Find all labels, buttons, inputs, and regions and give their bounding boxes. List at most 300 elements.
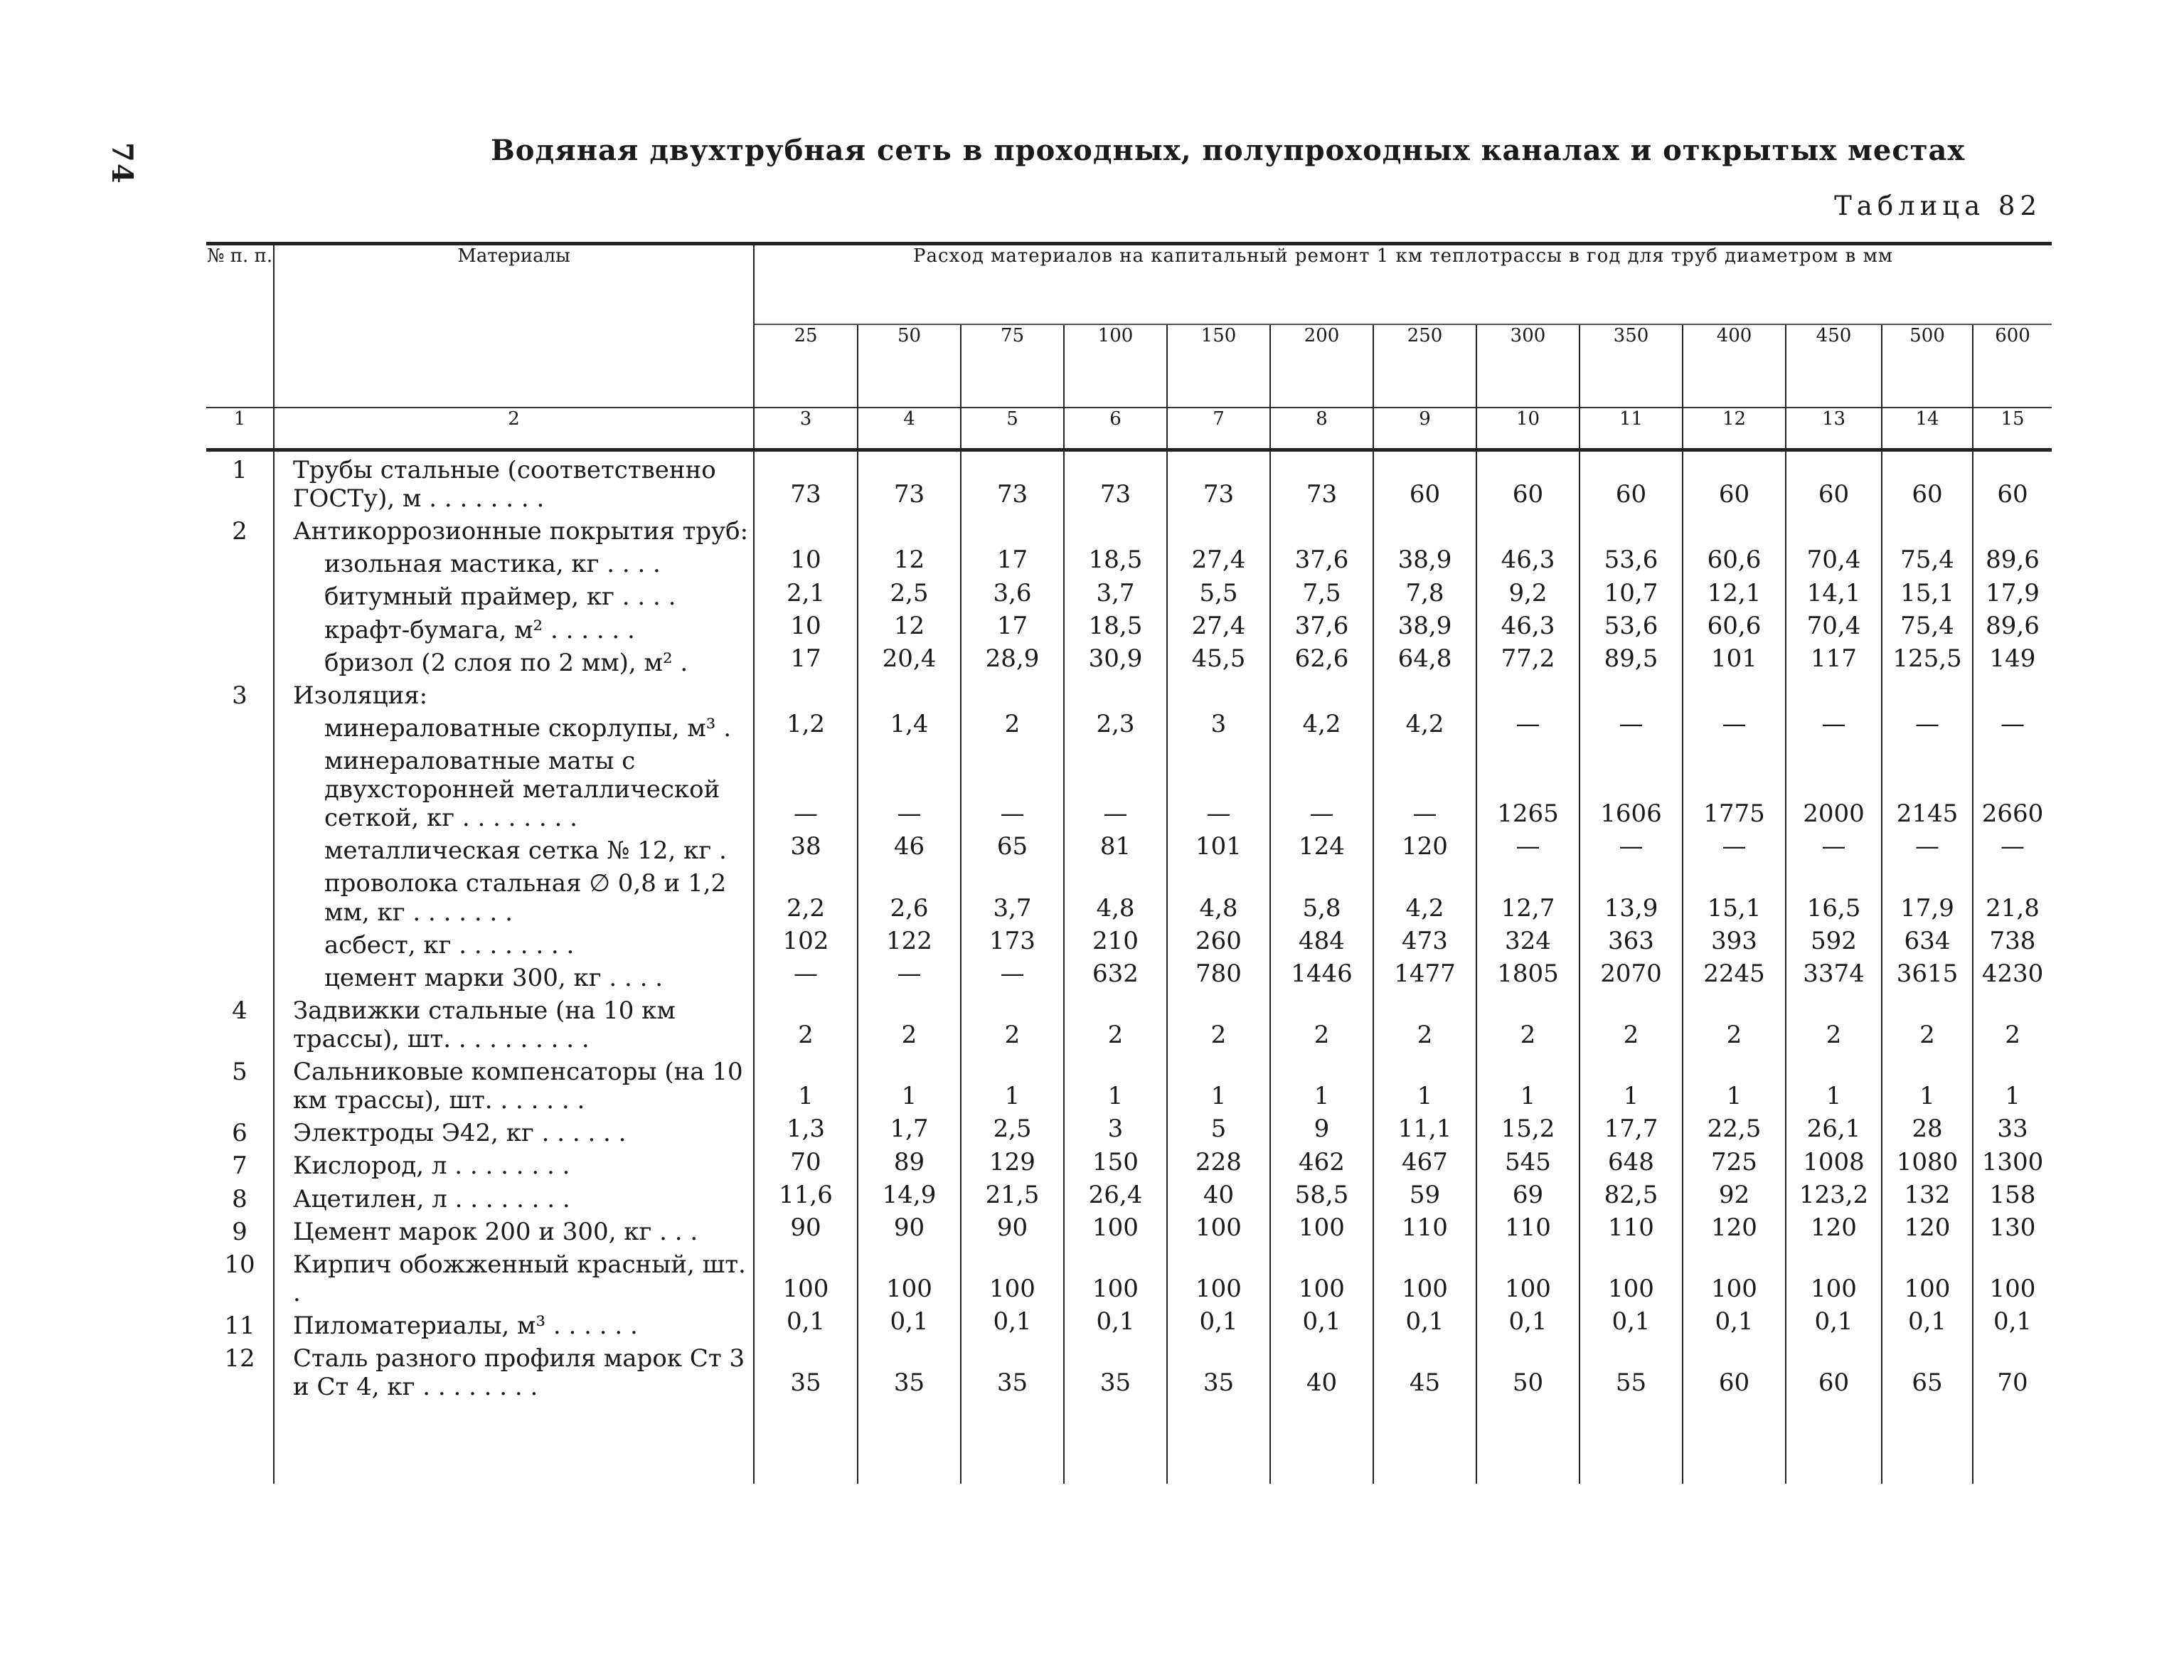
material-name: Антикоррозионные покрытия труб: [274,513,754,546]
value-cell: 648 [1580,1147,1683,1180]
table-row [206,1181,2052,1213]
value-cell: 632 [1064,959,1167,992]
value-cell: 110 [1476,1213,1580,1246]
value-cell: 120 [1683,1213,1786,1246]
value-cell: — [1373,743,1476,832]
value-cell: 17,9 [1882,865,1973,926]
diameter-header: 25 [754,324,858,408]
value-cell: 73 [1064,450,1167,514]
diameter-header: 500 [1882,324,1973,408]
value-cell: 2,5 [961,1115,1064,1147]
spacer-cell [1064,1401,1167,1484]
value-cell: 60,6 [1683,612,1786,644]
material-name: асбест, кг . . . . . . . . [274,927,754,959]
row-number [206,832,274,865]
value-cell: 1446 [1270,959,1373,992]
row-number: 1 [232,456,247,484]
row-number [206,710,274,743]
value-cell: 1 [754,1053,858,1115]
value-cell [858,677,961,710]
value-cell: 260 [1167,927,1270,959]
value-cell: 1 [1476,1053,1580,1115]
value-cell: 38,9 [1373,546,1476,578]
value-cell: 89,5 [1580,644,1683,677]
value-cell: 124 [1270,832,1373,865]
value-cell: 1 [1580,1053,1683,1115]
value-cell: 38 [754,832,858,865]
value-cell: 120 [1882,1213,1973,1246]
row-number [206,644,274,677]
value-cell: 149 [1973,644,2052,677]
page-number: 74 [105,142,139,185]
value-cell: 110 [1373,1213,1476,1246]
value-cell: 393 [1683,927,1786,959]
value-cell: 3374 [1786,959,1882,992]
value-cell: 65 [1882,1340,1973,1401]
row-number [206,959,274,992]
value-cell: 0,1 [754,1307,858,1340]
spacer-cell [1683,1401,1786,1484]
value-cell: 0,1 [1683,1307,1786,1340]
value-cell: 120 [1786,1213,1882,1246]
value-cell: 110 [1580,1213,1683,1246]
value-cell: 45,5 [1167,644,1270,677]
value-cell: 545 [1476,1147,1580,1180]
column-number: 7 [1167,408,1270,450]
value-cell: 12,1 [1683,578,1786,611]
value-cell: 2 [1373,992,1476,1053]
value-cell: 462 [1270,1147,1373,1180]
value-cell: 1 [1167,1053,1270,1115]
value-cell: 100 [1373,1246,1476,1307]
value-cell: 173 [961,927,1064,959]
value-cell: 3 [1064,1115,1167,1147]
value-cell: 5 [1167,1115,1270,1147]
value-cell: 27,4 [1167,546,1270,578]
value-cell: 2,3 [1064,710,1167,743]
value-cell [1270,513,1373,546]
diameter-header: 350 [1580,324,1683,408]
value-cell: — [1476,832,1580,865]
value-cell: 1,7 [858,1115,961,1147]
value-cell: 12,7 [1476,865,1580,926]
value-cell: 2 [961,710,1064,743]
value-cell: 0,1 [1882,1307,1973,1340]
column-number: 11 [1580,408,1683,450]
column-number: 12 [1683,408,1786,450]
value-cell: 9,2 [1476,578,1580,611]
value-cell: 122 [858,927,961,959]
value-cell [1973,513,2052,546]
value-cell: 45 [1373,1340,1476,1401]
spacer-cell [961,1401,1064,1484]
value-cell: 738 [1973,927,2052,959]
materials-table [206,242,2052,1484]
value-cell: 0,1 [1786,1307,1882,1340]
value-cell: 2 [1270,992,1373,1053]
value-cell: 780 [1167,959,1270,992]
value-cell: 18,5 [1064,546,1167,578]
value-cell: 40 [1167,1181,1270,1213]
value-cell [1786,677,1882,710]
value-cell: 27,4 [1167,612,1270,644]
value-cell: 89,6 [1973,546,2052,578]
value-cell: 473 [1373,927,1476,959]
value-cell: 130 [1973,1213,2052,1246]
value-cell: 100 [858,1246,961,1307]
column-number: 8 [1270,408,1373,450]
value-cell: 129 [961,1147,1064,1180]
value-cell: — [961,959,1064,992]
value-cell: 60 [1786,1340,1882,1401]
value-cell: 26,4 [1064,1181,1167,1213]
table-row [206,677,2052,710]
value-cell: 90 [754,1213,858,1246]
value-cell: — [1683,832,1786,865]
value-cell: 89,6 [1973,612,2052,644]
value-cell: 73 [1270,450,1373,514]
material-name: минераловатные скорлупы, м³ . [274,710,754,743]
value-cell: 17 [961,546,1064,578]
value-cell: 12 [858,546,961,578]
value-cell: 0,1 [1476,1307,1580,1340]
value-cell: 90 [858,1213,961,1246]
num-header: № п. п. [206,244,274,408]
value-cell: 69 [1476,1181,1580,1213]
value-cell: 210 [1064,927,1167,959]
value-cell [1683,513,1786,546]
column-number: 5 [961,408,1064,450]
value-cell: 60,6 [1683,546,1786,578]
value-cell: 2245 [1683,959,1786,992]
value-cell [1064,677,1167,710]
value-cell: 58,5 [1270,1181,1373,1213]
value-cell: 89 [858,1147,961,1180]
table-row [206,513,2052,546]
value-cell: 16,5 [1786,865,1882,926]
value-cell [1476,677,1580,710]
value-cell: 70 [754,1147,858,1180]
row-number: 11 [224,1311,255,1340]
column-number: 2 [274,408,754,450]
value-cell: 75,4 [1882,546,1973,578]
row-number: 5 [232,1058,247,1087]
value-cell: 592 [1786,927,1882,959]
row-number [206,546,274,578]
material-name: металлическая сетка № 12, кг . [274,832,754,865]
value-cell [961,513,1064,546]
value-cell: 1300 [1973,1147,2052,1180]
value-cell: 123,2 [1786,1181,1882,1213]
value-cell: — [961,743,1064,832]
spacer-cell [1270,1401,1373,1484]
value-cell: 60 [1373,450,1476,514]
value-cell: 324 [1476,927,1580,959]
spacer-cell [274,1401,754,1484]
value-cell: — [1786,832,1882,865]
value-cell: 12 [858,612,961,644]
value-cell: 363 [1580,927,1683,959]
value-cell: 1 [1882,1053,1973,1115]
column-number: 13 [1786,408,1882,450]
value-cell: 2 [1476,992,1580,1053]
value-cell: 82,5 [1580,1181,1683,1213]
value-cell: — [1064,743,1167,832]
value-cell: — [754,743,858,832]
value-cell: 0,1 [1270,1307,1373,1340]
value-cell: 1 [1064,1053,1167,1115]
row-number [206,743,274,832]
table-spacer [206,1401,2052,1484]
diameter-header: 250 [1373,324,1476,408]
row-number: 8 [232,1184,247,1213]
value-cell: 11,6 [754,1181,858,1213]
table-row [206,546,2052,578]
value-cell [1786,513,1882,546]
table-row [206,865,2052,926]
table-row [206,1340,2052,1401]
value-cell: 101 [1167,832,1270,865]
material-name: Изоляция: [274,677,754,710]
value-cell: 60 [1882,450,1973,514]
column-number: 14 [1882,408,1973,450]
value-cell: 100 [1167,1246,1270,1307]
value-cell: 5,8 [1270,865,1373,926]
material-name: цемент марки 300, кг . . . . [274,959,754,992]
table-row [206,959,2052,992]
value-cell: 3 [1167,710,1270,743]
value-cell: — [1882,832,1973,865]
diameter-header: 50 [858,324,961,408]
value-cell: 17 [961,612,1064,644]
value-cell: 2,2 [754,865,858,926]
value-cell [1373,677,1476,710]
value-cell: — [1476,710,1580,743]
value-cell: 1 [858,1053,961,1115]
value-cell: 1008 [1786,1147,1882,1180]
table-row [206,1053,2052,1115]
value-cell: 60 [1786,450,1882,514]
value-cell: 3615 [1882,959,1973,992]
spacer-cell [1973,1401,2052,1484]
table-row [206,1246,2052,1307]
value-cell: 46,3 [1476,546,1580,578]
value-cell: 35 [858,1340,961,1401]
value-cell: 1477 [1373,959,1476,992]
value-cell: 1606 [1580,743,1683,832]
material-name: бризол (2 слоя по 2 мм), м² . [274,644,754,677]
diameter-header: 100 [1064,324,1167,408]
value-cell: 125,5 [1882,644,1973,677]
value-cell: 0,1 [1167,1307,1270,1340]
diameter-header: 400 [1683,324,1786,408]
value-cell: 59 [1373,1181,1476,1213]
spacer-cell [1476,1401,1580,1484]
value-cell: 28,9 [961,644,1064,677]
value-cell: 1 [961,1053,1064,1115]
value-cell: 70,4 [1786,546,1882,578]
value-cell: 117 [1786,644,1882,677]
material-name: Электроды Э42, кг . . . . . . [274,1115,754,1147]
column-number: 10 [1476,408,1580,450]
value-cell: 4230 [1973,959,2052,992]
value-cell: 2000 [1786,743,1882,832]
diameter-header: 150 [1167,324,1270,408]
value-cell: 28 [1882,1115,1973,1147]
value-cell: 484 [1270,927,1373,959]
value-cell: 132 [1882,1181,1973,1213]
value-cell: 38,9 [1373,612,1476,644]
value-cell [1167,513,1270,546]
materials-header: Материалы [274,244,754,408]
table-row [206,1307,2052,1340]
value-cell: 2 [1882,992,1973,1053]
value-cell: 2 [1167,992,1270,1053]
row-number [206,865,274,926]
value-cell: 75,4 [1882,612,1973,644]
material-name: Цемент марок 200 и 300, кг . . . [274,1213,754,1246]
value-cell: — [1882,710,1973,743]
value-cell: 4,8 [1064,865,1167,926]
row-number [206,927,274,959]
material-name: Трубы стальные (соответственно ГОСТу), м . . . . . . . . [274,450,754,514]
value-cell: — [1270,743,1373,832]
diameter-header: 300 [1476,324,1580,408]
value-cell: 1,4 [858,710,961,743]
material-name: битумный праймер, кг . . . . [274,578,754,611]
table-row [206,578,2052,611]
value-cell [1882,677,1973,710]
value-cell [1064,513,1167,546]
value-cell: 73 [754,450,858,514]
value-cell: 37,6 [1270,612,1373,644]
value-cell [754,677,858,710]
value-cell: 53,6 [1580,612,1683,644]
value-cell: 2 [961,992,1064,1053]
spacer-cell [1882,1401,1973,1484]
value-cell: 2 [1064,992,1167,1053]
value-cell: — [1580,832,1683,865]
value-cell: 2,1 [754,578,858,611]
material-name: Кирпич обожженный красный, шт. . [274,1246,754,1307]
table-label: Таблица 82 [1834,191,2042,221]
value-cell: 2 [1683,992,1786,1053]
diameter-header: 200 [1270,324,1373,408]
spacer-cell [858,1401,961,1484]
row-number: 3 [232,681,247,710]
value-cell: 60 [1683,450,1786,514]
value-cell: 2070 [1580,959,1683,992]
value-cell: 46 [858,832,961,865]
value-cell: 100 [1064,1246,1167,1307]
value-cell: 10 [754,612,858,644]
spacer-cell [1167,1401,1270,1484]
value-cell: 2 [858,992,961,1053]
value-cell: — [1973,832,2052,865]
table-row [206,992,2052,1053]
value-cell [1882,513,1973,546]
value-cell: 35 [754,1340,858,1401]
value-cell: 5,5 [1167,578,1270,611]
value-cell: 7,5 [1270,578,1373,611]
value-cell: 73 [858,450,961,514]
value-cell: 17,9 [1973,578,2052,611]
value-cell: 150 [1064,1147,1167,1180]
column-number: 6 [1064,408,1167,450]
column-number: 3 [754,408,858,450]
value-cell: 1080 [1882,1147,1973,1180]
material-name: Кислород, л . . . . . . . . [274,1147,754,1180]
diameter-header: 600 [1973,324,2052,408]
value-cell: 90 [961,1213,1064,1246]
value-cell: 100 [1786,1246,1882,1307]
value-cell: 70,4 [1786,612,1882,644]
material-name: Ацетилен, л . . . . . . . . [274,1181,754,1213]
value-cell: 53,6 [1580,546,1683,578]
material-name: Сальниковые компенсаторы (на 10 км трассы), шт. . . . . . . [274,1053,754,1115]
value-cell: 18,5 [1064,612,1167,644]
value-cell: 64,8 [1373,644,1476,677]
value-cell: 21,5 [961,1181,1064,1213]
value-cell: 467 [1373,1147,1476,1180]
material-name: изольная мастика, кг . . . . [274,546,754,578]
value-cell: 4,2 [1270,710,1373,743]
table-row [206,710,2052,743]
value-cell: 33 [1973,1115,2052,1147]
value-cell: 22,5 [1683,1115,1786,1147]
value-cell: 3,7 [1064,578,1167,611]
value-cell: 101 [1683,644,1786,677]
value-cell: 634 [1882,927,1973,959]
value-cell: 81 [1064,832,1167,865]
value-cell: 30,9 [1064,644,1167,677]
value-cell: 0,1 [1373,1307,1476,1340]
value-cell: 73 [1167,450,1270,514]
table-row [206,927,2052,959]
value-cell: 35 [961,1340,1064,1401]
diameter-header: 75 [961,324,1064,408]
value-cell: 50 [1476,1340,1580,1401]
value-cell: 4,8 [1167,865,1270,926]
value-cell: 102 [754,927,858,959]
column-number: 4 [858,408,961,450]
value-cell: 0,1 [961,1307,1064,1340]
spacer-cell [206,1401,274,1484]
value-cell: 2,5 [858,578,961,611]
value-cell: 4,2 [1373,865,1476,926]
value-cell: 100 [1270,1246,1373,1307]
value-cell: 100 [1270,1213,1373,1246]
value-cell: 11,1 [1373,1115,1476,1147]
spacer-cell [1373,1401,1476,1484]
value-cell: — [858,959,961,992]
material-name: Задвижки стальные (на 10 км трассы), шт. . . . . . . . . . [274,992,754,1053]
spacer-cell [1786,1401,1882,1484]
value-cell: 1 [1683,1053,1786,1115]
value-cell [1476,513,1580,546]
row-number: 7 [232,1152,247,1181]
column-number: 15 [1973,408,2052,450]
value-cell: 15,1 [1882,578,1973,611]
value-cell: 100 [1683,1246,1786,1307]
value-cell: 65 [961,832,1064,865]
value-cell [1973,677,2052,710]
value-cell: 17 [754,644,858,677]
value-cell: 2660 [1973,743,2052,832]
value-cell [1167,677,1270,710]
value-cell [1683,677,1786,710]
value-cell: 14,9 [858,1181,961,1213]
